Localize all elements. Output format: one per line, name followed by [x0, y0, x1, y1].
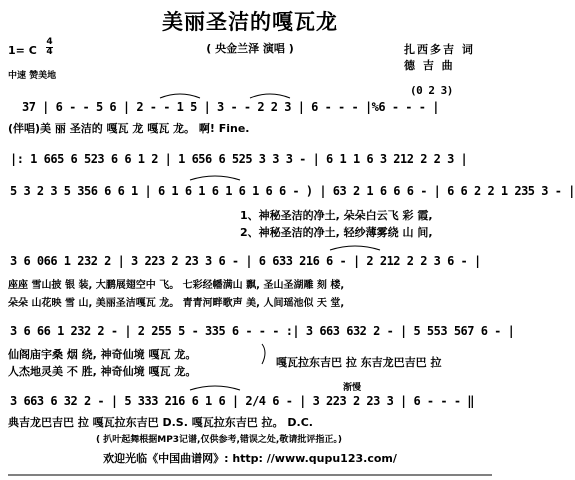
lyric-line-4b: 朵朵 山花映 雪 山, 美丽圣洁嘎瓦 龙。 青青河畔歌声 美, 人间瑶池似 天 堂,: [8, 298, 345, 309]
notation-line-1: 37 | 6 - - 5 6 | 2 - - 1 5 | 3 - - 2 2 3 | 6 - - - |%6 - - - |: [22, 100, 439, 114]
lyric-line-1: (伴唱)美 丽 圣洁的 嘎瓦 龙 嘎瓦 龙。 啊! Fine.: [8, 122, 250, 135]
notation-line-5: 3 6 66 1 232 2 - | 2 255 5 - 335 6 - - - :| 3 663 632 2 - | 5 553 567 6 - |: [10, 324, 515, 338]
slur-mark: [190, 176, 240, 180]
lyric-line-6: 典吉龙巴吉巴 拉 嘎瓦拉东吉巴 D.S. 嘎瓦拉东吉巴 拉。 D.C.: [8, 416, 313, 429]
lyric-line-5c: 嘎瓦拉东吉巴 拉 东吉龙巴吉巴 拉: [276, 356, 442, 369]
tempo-marking: 中速 赞美地: [8, 71, 57, 81]
slur-mark: [190, 386, 240, 390]
slur-mark: [330, 246, 380, 250]
singer-credit: ( 央金兰泽 演唱 ): [206, 42, 294, 55]
time-signature-bottom: 4: [46, 47, 53, 57]
notation-line-2: |: 1 665 6 523 6 6 1 2 | 1 656 6 525 3 3 3 - | 6 1 1 6 3 212 2 2 3 |: [10, 152, 468, 166]
lyric-line-5b: 人杰地灵美 不 胜, 神奇仙境 嘎瓦 龙。: [8, 365, 197, 378]
notation-line-4: 3 6 066 1 232 2 | 3 223 2 23 3 6 - | 6 633 216 6 - | 2 212 2 2 3 6 - |: [10, 254, 481, 268]
lyricist-credit: 扎西多吉 词: [404, 43, 475, 56]
lyric-line-3b: 2、神秘圣洁的净土, 轻纱薄雾绕 山 间,: [240, 226, 433, 239]
slur-mark: [250, 94, 290, 98]
key-signature: 1= C: [8, 44, 37, 57]
tempo-slowing-mark: 渐慢: [343, 383, 362, 393]
composer-credit: 德 吉 曲: [404, 59, 455, 72]
lyric-line-5a: 仙阁庙宇桑 烟 绕, 神奇仙境 嘎瓦 龙。: [8, 348, 197, 361]
phrase-bracket: [262, 344, 265, 364]
transcription-note: ( 扒叶起舞根据MP3记谱,仅供参考,错误之处,敬请批评指正。): [96, 435, 342, 445]
website-footer: 欢迎光临《中国曲谱网》: http: //www.qupu123.com/: [103, 452, 397, 465]
notation-line-3: 5 3 2 3 5 356 6 6 1 | 6 1 6 1 6 1 6 1 6 6 - ) | 63 2 1 6 6 6 - | 6 6 2 2 1 235 3 - |: [10, 184, 575, 198]
lyric-line-4a: 座座 雪山披 银 装, 大鹏展翅空中 飞。 七彩经幡满山 飘, 圣山圣湖雕 刻 楼,: [8, 280, 345, 291]
slur-mark: [160, 94, 200, 98]
time-signature-top: 4: [46, 37, 53, 47]
intro-tag: (0 2 3): [410, 84, 453, 97]
lyric-line-3a: 1、神秘圣洁的净土, 朵朵白云飞 彩 霞,: [240, 209, 433, 222]
notation-line-6: 3 663 6 32 2 - | 5 333 216 6 1 6 | 2/4 6 - | 3 223 2 23 3 | 6 - - - ‖: [10, 394, 474, 408]
song-title: 美丽圣洁的嘎瓦龙: [162, 10, 338, 34]
